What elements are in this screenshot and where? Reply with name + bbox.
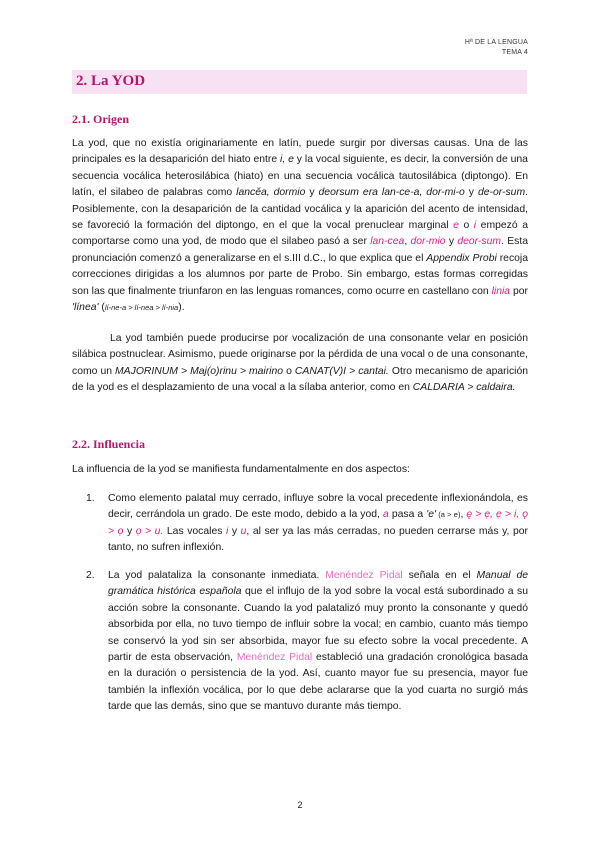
list-item-text: Como elemento palatal muy cerrado, influye sobre la vocal precedente inflexionándola, es decir, cerrándola un grado. De este modo, debido a la yod, a pasa a 'e' (a > e), ę > ẹ, ẹ > i, ǫ > ọ y ọ > u. Las vocales i y u, al ser ya las más cerradas, no pueden cerrarse más y, por tanto, no sufren inflexión. [108, 493, 528, 554]
section-title: 2. La YOD [76, 73, 146, 89]
header-line-1: Hª DE LA LENGUA [464, 39, 528, 46]
subsection-title-origen: 2.1. Origen [72, 112, 129, 126]
header-line-2: TEMA 4 [501, 49, 528, 56]
list-number: 1. [86, 493, 95, 504]
page-number: 2 [297, 800, 303, 810]
list-item [86, 568, 528, 716]
paragraph-origen-2: La yod también puede producirse por vocalización de una consonante velar en posición silábica postnuclear. Asimismo, puede originarse por la pérdida de una vocal o de una consonante, como un MAJORINUM > Maj(o)rinu > mairino o CANAT(V)I > cantai. Otro mecanismo de aparición de la yod es el desplazamiento de una vocal a la sílaba anterior, como en CALDARIA > caldaira. [72, 333, 529, 394]
paragraph-origen-1: La yod, que no existía originariamente en latín, puede surgir por diversas causas. Una de las principales es la desaparición del hiato entre i, e y la vocal siguiente, es decir, la conversión de una secuencia vocálica heterosilábica (hiato) en una secuencia vocálica tautosilábica (diptongo). En latín, el silabeo de palabras como lancĕa, dormio y deorsum era lan-ce-a, dor-mi-o y de-or-sum. Posiblemente, con la desaparición de la cantidad vocálica y la aparición del acento de intensidad, se favoreció la formación del diptongo, en el que la vocal prenuclear marginal e o i empezó a comportarse como una yod, de modo que el silabeo pasó a ser lan-cea, dor-mio y deor-sum. Esta pronunciación comenzó a generalizarse en el s.III d.C., lo que explica que el Appendix Probi recoja correcciones dirigidas a los alumnos por parte de Probo. Sin embargo, estas formas corregidas son las que finalmente triunfaron en las lenguas romances, como ocurre en castellano con linia por 'línea' (lí-ne-a > lí-nea > lí-nia). [72, 138, 529, 314]
running-header [465, 38, 528, 58]
list-item [86, 491, 528, 557]
list-item-text: La yod palataliza la consonante inmediata. Menéndez Pidal señala en el Manual de gramática histórica española que el influjo de la yod sobre la vocal está subordinado a su acción sobre la consonante. Cuando la yod palatalizó muy pronto la consonante y quedó absorbida por ella, no tuvo tiempo de influir sobre la vocal; en cambio, cuanto más tiempo se conservó la yod sin ser absorbida, mayor fue su efecto sobre la vocal precedente. A partir de esta observación, Menéndez Pidal estableció una gradación cronológica basada en la duración o persistencia de la yod. Así, cuanto mayor fue su presencia, mayor fue también la inflexión vocálica, por lo que debe aclararse que la yod cuarta no surgió más tarde que las demás, sino que se mantuvo durante más tiempo. [108, 570, 529, 713]
paragraph-influencia-intro: La influencia de la yod se manifiesta fundamentalmente en dos aspectos: [72, 464, 410, 475]
subsection-title-influencia: 2.2. Influencia [72, 437, 146, 451]
list-number: 2. [86, 570, 95, 581]
